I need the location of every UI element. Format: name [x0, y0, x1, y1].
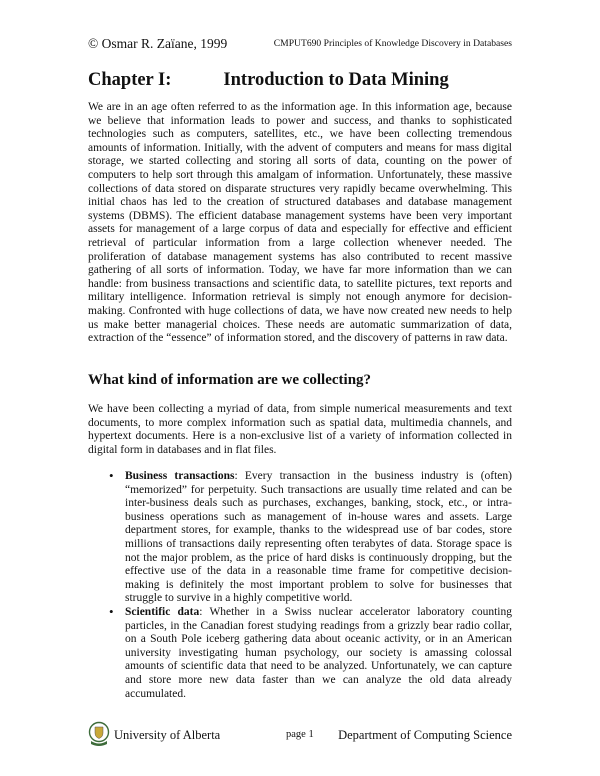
information-list [112, 470, 512, 701]
list-item [112, 470, 512, 606]
list-item-term: Business transactions [125, 470, 235, 482]
header-copyright: © Osmar R. Zaïane, 1999 [88, 36, 228, 51]
chapter-label: Chapter I: [88, 70, 172, 90]
list-item-text: : Every transaction in the business industry is (often) “memorized” for perpetuity. Such transactions are usually time related and can be inter-business deals such as purchases, exchanges, banking, stock, etc., or intra-business operations such as management of in-house wares and assets. Large department stores, for example, thanks to the widespread use of bar codes, store millions of transactions daily representing often terabytes of data. Storage space is not the major problem, as the price of hard disks is continuously dropping, but the effective use of the data in a reasonable time frame for competitive decision-making is definitely the most important problem to solve for businesses that struggle to survive in a highly competitive world. [125, 470, 512, 605]
section-heading: What kind of information are we collecting? [88, 372, 372, 388]
university-crest-icon [88, 721, 110, 747]
crest-shield [95, 727, 103, 739]
header-course-title: CMPUT690 Principles of Knowledge Discovery in Databases [273, 38, 512, 49]
footer-page-number: page 1 [286, 729, 314, 740]
list-item-term: Scientific data [125, 605, 200, 618]
intro-paragraph: We are in an age often referred to as the information age. In this information age, because we believe that information leads to power and success, and thanks to sophisticated technologies such as computers, satellites, etc., we have been collecting tremendous amounts of information. Initially, with the advent of computers and means for mass digital storage, we started collecting and storing all sorts of data, counting on the power of computers to help sort through this amalgam of information. Unfortunately, these massive collections of data stored on disparate structures very rapidly became overwhelming. This initial chaos has led to the creation of structured databases and database management systems (DBMS). The efficient database management systems have been very important assets for management of a large corpus of data and especially for effective and efficient retrieval of particular information from a large collection whenever needed. The proliferation of database management systems has also contributed to recent massive gathering of all sorts of information. Today, we have far more information than we can handle: from business transactions and scientific data, to satellite pictures, text reports and military intelligence. Information retrieval is simply not enough anymore for decision-making. Confronted with huge collections of data, we have now created new needs to help us make better managerial choices. These needs are automatic summarization of data, extraction of the “essence” of information stored, and the discovery of patterns in raw data. [88, 101, 512, 345]
section-paragraph: We have been collecting a myriad of data, from simple numerical measurements and text documents, to more complex information such as spatial data, multimedia channels, and hypertext documents. Here is a non-exclusive list of a variety of information collected in digital form in databases and in flat files. [88, 403, 512, 456]
page-footer [88, 715, 512, 751]
footer-department: Department of Computing Science [338, 728, 512, 742]
footer-university: University of Alberta [114, 728, 221, 742]
chapter-title [88, 70, 449, 91]
list-item [112, 606, 512, 701]
chapter-name: Introduction to Data Mining [223, 70, 449, 90]
list-item-text: : Whether in a Swiss nuclear accelerator laboratory counting particles, in the Canadian forest studying readings from a grizzly bear radio collar, on a South Pole iceberg gathering data about oceanic activity, or in an American university investigating human psychology, our society is amassing colossal amounts of scientific data that need to be analyzed. Unfortunately, we can capture and store more new data faster than we can analyze the old data already accumulated. [125, 605, 512, 700]
